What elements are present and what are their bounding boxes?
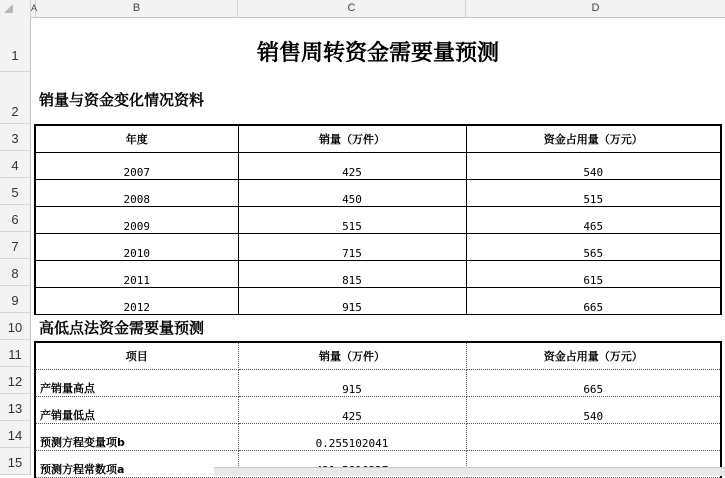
- cell-year[interactable]: 2012: [35, 287, 238, 314]
- header-sales[interactable]: 销量（万件）: [238, 342, 466, 369]
- column-header-d[interactable]: D: [591, 2, 600, 14]
- table-row: [35, 152, 721, 179]
- header-year[interactable]: 年度: [35, 125, 238, 152]
- cell-year[interactable]: 2011: [35, 260, 238, 287]
- cell-item[interactable]: 产销量高点: [35, 369, 238, 396]
- row-header[interactable]: 4: [0, 151, 30, 178]
- column-header-a[interactable]: A: [31, 0, 36, 17]
- table-row: [35, 260, 721, 287]
- row-header[interactable]: 12: [0, 367, 30, 394]
- row-header[interactable]: 2: [0, 72, 30, 124]
- row-header-bar: [0, 17, 31, 475]
- row-header[interactable]: 11: [0, 340, 30, 367]
- table-row: [35, 233, 721, 260]
- row-header[interactable]: 9: [0, 286, 30, 313]
- cell-capital[interactable]: 665: [466, 287, 721, 314]
- cell-item[interactable]: 预测方程常数项a: [35, 450, 238, 477]
- section-title-high-low[interactable]: 高低点法资金需要量预测: [39, 319, 205, 337]
- row-header[interactable]: 10: [0, 313, 30, 340]
- row-header[interactable]: 8: [0, 259, 30, 286]
- column-header-c[interactable]: C: [238, 0, 466, 17]
- table-header-row: [35, 125, 721, 152]
- row-header[interactable]: 5: [0, 178, 30, 205]
- table-header-row: [35, 342, 721, 369]
- cell-year[interactable]: 2007: [35, 152, 238, 179]
- cell-item[interactable]: 预测方程变量项b: [35, 423, 238, 450]
- table-row: [35, 179, 721, 206]
- row-header[interactable]: 14: [0, 421, 30, 448]
- select-all-corner[interactable]: [0, 0, 31, 17]
- row-header[interactable]: 15: [0, 448, 30, 475]
- cell-sales[interactable]: 915: [238, 287, 466, 314]
- cell-year[interactable]: 2009: [35, 206, 238, 233]
- cell-sales[interactable]: 915: [238, 369, 466, 396]
- high-low-table: [34, 341, 722, 478]
- cell-capital[interactable]: 540: [466, 152, 721, 179]
- table-row: [35, 423, 721, 450]
- cell-sales[interactable]: 515: [238, 206, 466, 233]
- sales-capital-table: [34, 124, 722, 315]
- row-header[interactable]: 7: [0, 232, 30, 259]
- cell-capital[interactable]: [466, 423, 721, 450]
- cell-sales[interactable]: 425: [238, 152, 466, 179]
- cell-year[interactable]: 2008: [35, 179, 238, 206]
- sheet-title[interactable]: 销售周转资金需要量预测: [256, 41, 499, 66]
- cell-capital[interactable]: 515: [466, 179, 721, 206]
- cell-year[interactable]: 2010: [35, 233, 238, 260]
- cell-capital[interactable]: 665: [466, 369, 721, 396]
- cell-sales[interactable]: 425: [238, 396, 466, 423]
- table-row: [35, 396, 721, 423]
- table-row: [35, 369, 721, 396]
- section-title-sales-capital[interactable]: 销量与资金变化情况资料: [39, 91, 205, 109]
- cell-item[interactable]: 产销量低点: [35, 396, 238, 423]
- cell-capital[interactable]: 615: [466, 260, 721, 287]
- cell-capital[interactable]: 540: [466, 396, 721, 423]
- header-capital[interactable]: 资金占用量（万元）: [466, 342, 721, 369]
- column-header-b[interactable]: B: [36, 0, 238, 17]
- select-all-icon: [4, 4, 13, 13]
- cell-sales[interactable]: 715: [238, 233, 466, 260]
- header-capital[interactable]: 资金占用量（万元）: [466, 125, 721, 152]
- cell-sales[interactable]: 450: [238, 179, 466, 206]
- cell-sales[interactable]: 0.255102041: [238, 423, 466, 450]
- row-header[interactable]: 1: [0, 17, 30, 72]
- header-sales[interactable]: 销量（万件）: [238, 125, 466, 152]
- column-header-bar: [0, 0, 725, 18]
- cell-capital[interactable]: 565: [466, 233, 721, 260]
- worksheet: [31, 18, 725, 475]
- row-header[interactable]: 3: [0, 124, 30, 151]
- cell-sales[interactable]: 815: [238, 260, 466, 287]
- row-header[interactable]: 13: [0, 394, 30, 421]
- row-header[interactable]: 6: [0, 205, 30, 232]
- table-row: [35, 287, 721, 314]
- cell-capital[interactable]: 465: [466, 206, 721, 233]
- table-row: [35, 206, 721, 233]
- header-item[interactable]: 项目: [35, 342, 238, 369]
